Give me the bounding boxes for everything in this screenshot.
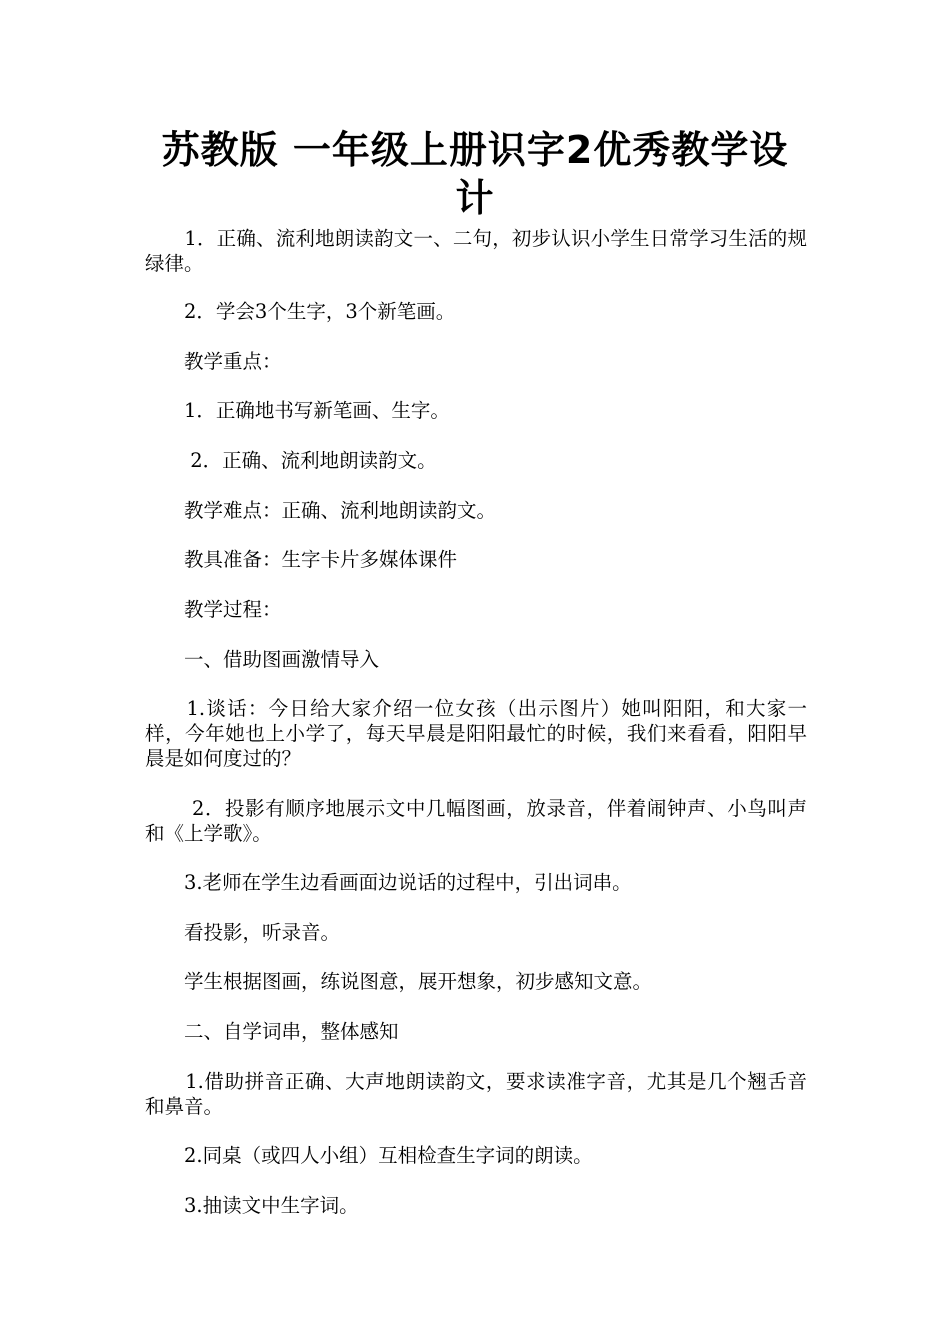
paragraph: 看投影，听录音。 bbox=[145, 921, 341, 944]
paragraph: 3.老师在学生边看画面边说话的过程中，引出词串。 bbox=[145, 871, 632, 894]
paragraph: 教学过程： bbox=[145, 598, 282, 621]
paragraph: 1.谈话：今日给大家介绍一位女孩（出示图片）她叫阳阳，和大家一样，今年她也上小学了，每天早晨是阳阳最忙的时候，我们来看看，阳阳早晨是如何度过的？ bbox=[145, 697, 807, 770]
paragraph: 2．正确、流利地朗读韵文。 bbox=[145, 449, 437, 472]
paragraph: 1．正确地书写新笔画、生字。 bbox=[145, 399, 450, 422]
paragraph: 2．投影有顺序地展示文中几幅图画，放录音，伴着闹钟声、小鸟叫声和《上学歌》。 bbox=[145, 797, 807, 845]
paragraph: 3.抽读文中生字词。 bbox=[145, 1194, 359, 1217]
paragraph: 学生根据图画，练说图意，展开想象，初步感知文意。 bbox=[145, 970, 653, 993]
paragraph: 教学重点： bbox=[145, 350, 282, 373]
paragraph: 一、借助图画激情导入 bbox=[145, 648, 380, 671]
paragraph: 教具准备：生字卡片多媒体课件 bbox=[145, 548, 458, 571]
paragraph: 2．学会3个生字，3个新笔画。 bbox=[145, 300, 456, 323]
paragraph: 1．正确、流利地朗读韵文一、二句，初步认识小学生日常学习生活的规绿律。 bbox=[145, 227, 807, 275]
document-title: 苏教版 一年级上册识字2优秀教学设计 bbox=[161, 128, 789, 220]
paragraph: 2.同桌（或四人小组）互相检查生字词的朗读。 bbox=[145, 1144, 593, 1167]
paragraph: 二、自学词串，整体感知 bbox=[145, 1020, 399, 1043]
paragraph: 教学难点：正确、流利地朗读韵文。 bbox=[145, 499, 497, 522]
paragraph: 1.借助拼音正确、大声地朗读韵文，要求读准字音，尤其是几个翘舌音和鼻音。 bbox=[145, 1070, 807, 1118]
